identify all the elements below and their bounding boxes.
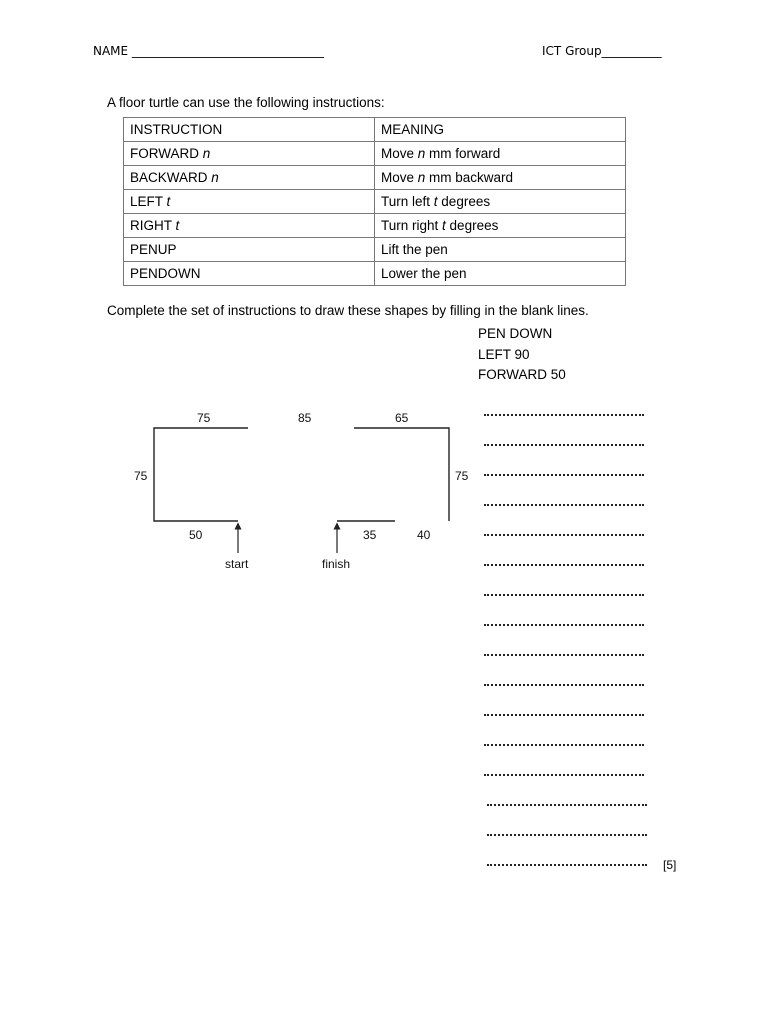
- instruction-parameter: n: [202, 146, 211, 161]
- answer-blank-line[interactable]: [484, 654, 644, 656]
- label-top-gap: 85: [298, 411, 312, 425]
- given-instruction-3: FORWARD 50: [478, 367, 566, 382]
- given-instruction-2: LEFT 90: [478, 347, 530, 362]
- instruction-command: LEFT: [130, 194, 167, 209]
- intro-text: A floor turtle can use the following instructions:: [107, 95, 385, 110]
- answer-blank-line[interactable]: [484, 444, 644, 446]
- answer-blank-line[interactable]: [484, 624, 644, 626]
- meaning-parameter: n: [417, 146, 426, 161]
- answer-blank-line[interactable]: [487, 804, 647, 806]
- label-bottom-mid: 35: [363, 528, 377, 542]
- answer-blank-line[interactable]: [484, 714, 644, 716]
- answer-blank-line[interactable]: [484, 744, 644, 746]
- column-header-meaning: MEANING: [375, 118, 626, 142]
- left-shape-path: [154, 428, 248, 521]
- meaning-text: Lift the pen: [381, 242, 448, 257]
- meaning-parameter: t: [442, 218, 446, 233]
- marks-label: [5]: [663, 858, 677, 872]
- meaning-text-end: degrees: [445, 218, 499, 233]
- meaning-parameter: t: [433, 194, 438, 209]
- answer-blank-line[interactable]: [484, 684, 644, 686]
- meaning-text: Lower the pen: [381, 266, 467, 281]
- label-top-right: 65: [395, 411, 409, 425]
- name-field-label: NAME ________________________________: [93, 44, 324, 58]
- task-instruction-text: Complete the set of instructions to draw these shapes by filling in the blank lines.: [107, 303, 589, 318]
- meaning-text-end: mm forward: [425, 146, 501, 161]
- label-left-side: 75: [134, 469, 148, 483]
- meaning-text-end: mm backward: [425, 170, 514, 185]
- label-bottom-left: 50: [189, 528, 203, 542]
- label-finish: finish: [322, 557, 351, 571]
- answer-blank-line[interactable]: [484, 414, 644, 416]
- answer-blank-line[interactable]: [484, 534, 644, 536]
- instruction-parameter: t: [175, 218, 180, 233]
- instruction-command: FORWARD: [130, 146, 203, 161]
- meaning-text: Turn right: [381, 218, 443, 233]
- instruction-command: PENUP: [130, 242, 177, 257]
- instruction-command: BACKWARD: [130, 170, 212, 185]
- instruction-command: RIGHT: [130, 218, 176, 233]
- answer-blank-line[interactable]: [484, 774, 644, 776]
- answer-blank-line[interactable]: [487, 834, 647, 836]
- ict-group-field-label: ICT Group__________: [542, 44, 662, 58]
- label-start: start: [225, 557, 249, 571]
- answer-blank-line[interactable]: [484, 474, 644, 476]
- label-bottom-right: 40: [417, 528, 431, 542]
- instruction-command: PENDOWN: [130, 266, 201, 281]
- given-instruction-1: PEN DOWN: [478, 326, 553, 341]
- meaning-parameter: n: [417, 170, 426, 185]
- meaning-text: Move: [381, 170, 418, 185]
- meaning-text-end: degrees: [437, 194, 491, 209]
- instruction-parameter: t: [166, 194, 171, 209]
- column-header-instruction: INSTRUCTION: [124, 118, 375, 142]
- answer-blank-line[interactable]: [484, 594, 644, 596]
- label-top-left: 75: [197, 411, 211, 425]
- answer-blank-line[interactable]: [487, 864, 647, 866]
- meaning-text: Move: [381, 146, 418, 161]
- instruction-parameter: n: [211, 170, 219, 185]
- label-right-side: 75: [455, 469, 469, 483]
- answer-blank-line[interactable]: [484, 504, 644, 506]
- right-shape-path: [354, 428, 449, 521]
- answer-blank-line[interactable]: [484, 564, 644, 566]
- meaning-text: Turn left: [381, 194, 434, 209]
